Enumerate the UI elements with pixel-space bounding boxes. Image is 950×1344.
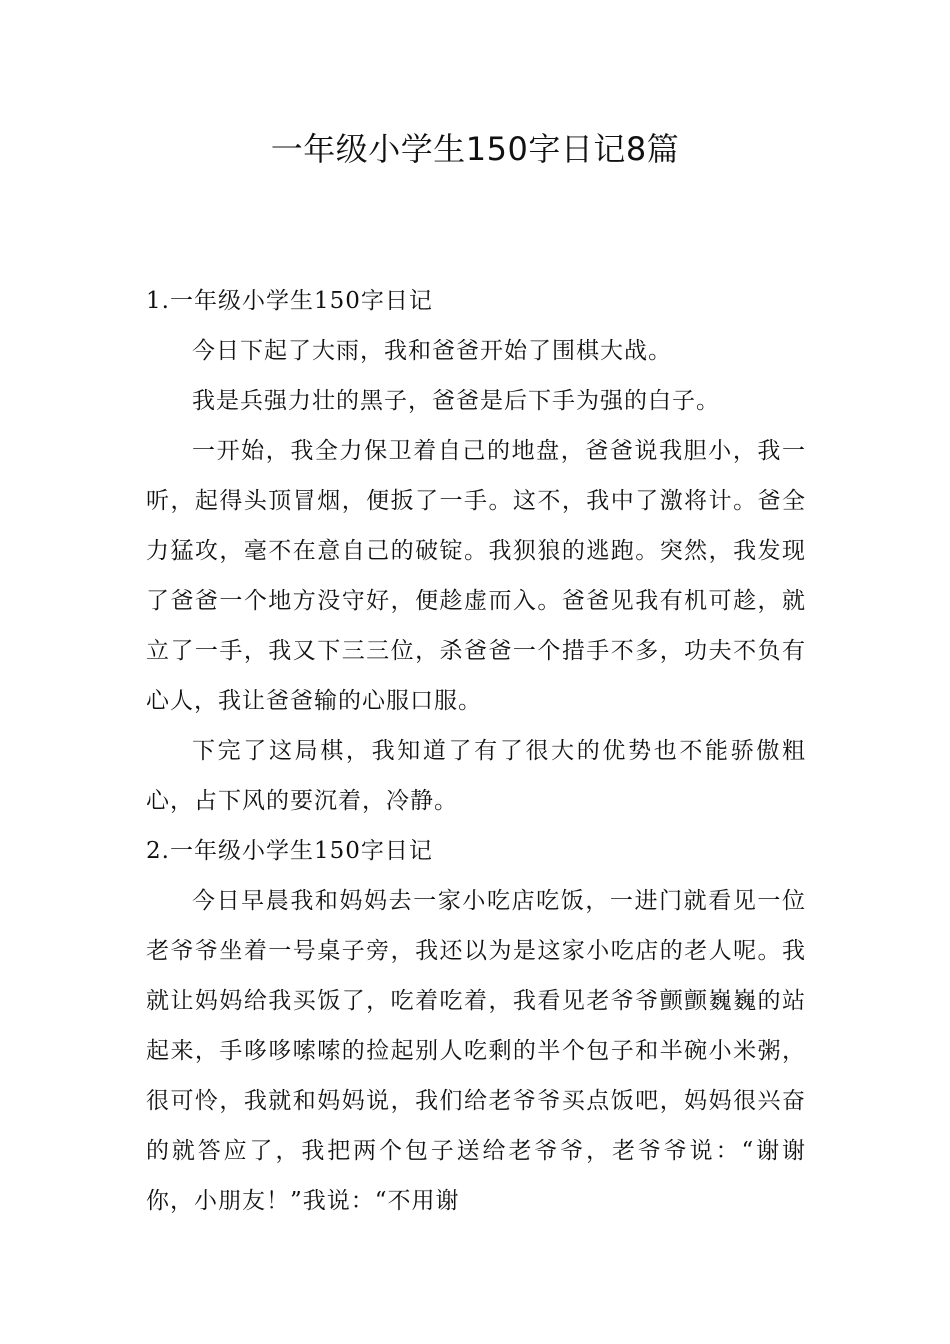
paragraph: 今日早晨我和妈妈去一家小吃店吃饭，一进门就看见一位老爷爷坐着一号桌子旁，我还以为是这家小吃店的老人呢。我就让妈妈给我买饭了，吃着吃着，我看见老爷爷颤颤巍巍的站起来，手哆哆嗦嗦的捡起别人吃剩的半个包子和半碗小米粥，很可怜，我就和妈妈说，我们给老爷爷买点饭吧，妈妈很兴奋的就答应了，我把两个包子送给老爷爷，老爷爷说：“谢谢你，小朋友！”我说：“不用谢 bbox=[146, 888, 806, 1214]
paragraph: 一开始，我全力保卫着自己的地盘，爸爸说我胆小，我一听，起得头顶冒烟，便扳了一手。这不，我中了激将计。爸全力猛攻，毫不在意自己的破锭。我狈狼的逃跑。突然，我发现了爸爸一个地方没守好，便趁虚而入。爸爸见我有机可趁，就立了一手，我又下三三位，杀爸爸一个措手不多，功夫不负有心人，我让爸爸输的心服口服。 bbox=[146, 438, 806, 714]
paragraph: 我是兵强力壮的黑子，爸爸是后下手为强的白子。 bbox=[192, 388, 720, 414]
diary-section-2 bbox=[146, 826, 806, 1226]
document-title: 一年级小学生150字日记8篇 bbox=[270, 130, 680, 168]
section-heading: 1.一年级小学生150字日记 bbox=[146, 288, 433, 314]
section-heading: 2.一年级小学生150字日记 bbox=[146, 838, 433, 864]
document-body bbox=[146, 276, 806, 1226]
paragraph: 今日下起了大雨，我和爸爸开始了围棋大战。 bbox=[192, 338, 672, 364]
paragraph: 下完了这局棋，我知道了有了很大的优势也不能骄傲粗心，占下风的要沉着，冷静。 bbox=[146, 738, 806, 814]
diary-section-1 bbox=[146, 276, 806, 826]
